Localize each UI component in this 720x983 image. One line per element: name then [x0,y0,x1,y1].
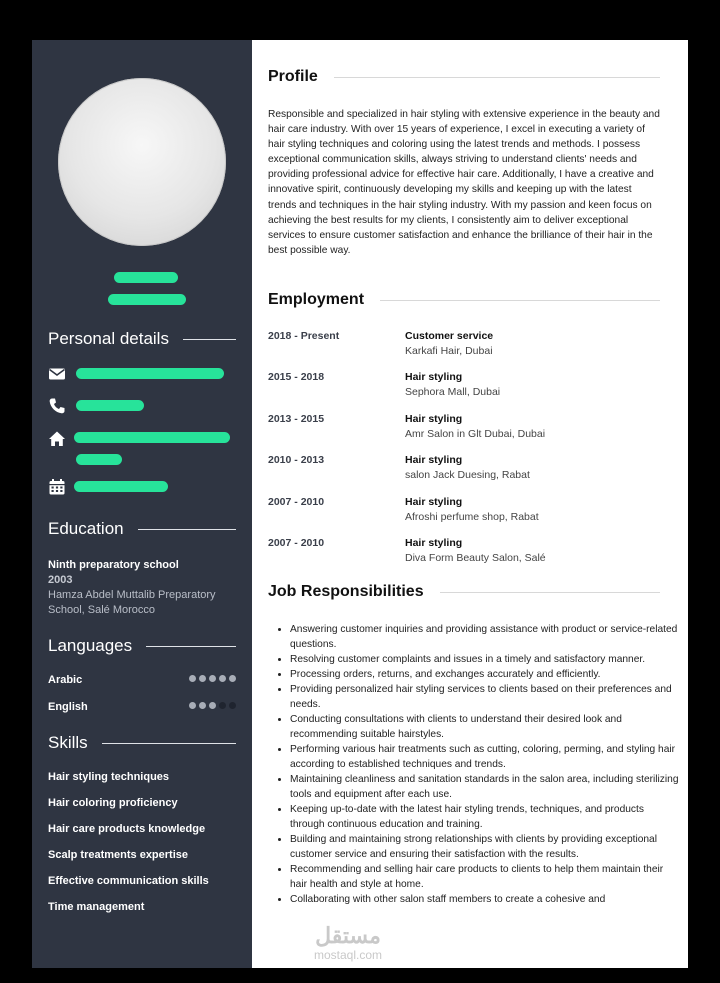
education-school: Ninth preparatory school [48,559,179,571]
languages-title: Languages [48,636,133,655]
language-item [48,701,238,713]
language-name: Arabic [48,674,83,686]
language-level [189,675,236,682]
responsibility-item: • Processing orders, returns, and exchanges accurately and efficiently. [290,667,680,682]
profile-photo [58,78,226,246]
responsibilities-heading [268,583,660,601]
redacted-address [76,454,122,465]
sidebar [32,40,252,968]
job-date: 2010 - 2013 [268,454,325,467]
languages-heading [48,636,236,656]
main-content [252,40,688,968]
job-place: Afroshi perfume shop, Rabat [405,510,539,523]
job-title: Hair styling [405,495,463,508]
education-title: Education [48,519,124,538]
level-dot [189,675,196,682]
watermark [314,924,382,962]
job-place: salon Jack Duesing, Rabat [405,469,530,482]
skill-item: Scalp treatments expertise [48,849,189,861]
responsibility-item: • Conducting consultations with clients to understand their desired look and recommending suitable hairstyles. [290,712,680,742]
redacted-birthdate [74,481,168,492]
profile-title: Profile [268,68,318,85]
language-name: English [48,701,88,713]
responsibility-item: • Resolving customer complaints and issues in a timely and satisfactory manner. [290,652,680,667]
job-title: Hair styling [405,412,463,425]
level-dot [219,702,226,709]
redacted-email [76,368,224,379]
responsibility-item: • Collaborating with other salon staff members to create a cohesive and [290,892,680,907]
job-place: Sephora Mall, Dubai [405,386,501,399]
education-details: Hamza Abdel Muttalib Preparatory School, Salé Morocco [48,589,216,616]
education-heading [48,519,236,539]
job-date: 2018 - Present [268,330,340,342]
job-date: 2007 - 2010 [268,495,325,508]
calendar-icon [48,478,66,496]
job-date: 2015 - 2018 [268,371,325,384]
level-dot [209,675,216,682]
job-place: Karkafi Hair, Dubai [405,345,493,357]
level-dot [219,675,226,682]
watermark-latin: mostaql.com [314,948,383,962]
skills-heading [48,733,236,753]
profile-text: Responsible and specialized in hair styling with extensive experience in the beauty and hair care industry. With over 15 years of experience, I excel in executing a variety of hair styling techniques and coloring using the latest trends and methods. I possess exceptional communication skills, always striving to understand clients' needs and providing professional advice for effective hair care. Additionally, I have a creative and innovative spirit, continuously developing my skills and keeping up with the latest trends and techniques in the hair styling industry. With my passion and keen focus on achieving the best results for my clients, I consistently aim to deliver exceptional services to ensure customer satisfaction and enhance the brilliance of their hair in the best possible way. [268,109,660,256]
responsibility-item: • Performing various hair treatments such as cutting, coloring, perming, and styling hair according to established techniques and trends. [290,742,680,772]
redacted-name [108,294,186,305]
level-dot [229,675,236,682]
redacted-phone [76,400,144,411]
profile-heading [268,68,660,86]
skill-item: Time management [48,901,145,913]
level-dot [199,675,206,682]
responsibility-item: • Providing personalized hair styling services to clients based on their preferences and needs. [290,682,680,712]
responsibilities-title: Job Responsibilities [268,583,424,600]
envelope-icon [48,365,66,383]
education-entry [48,558,238,618]
level-dot [189,702,196,709]
skill-item: Hair styling techniques [48,771,170,783]
job-title: Hair styling [405,537,463,549]
redacted-address [74,432,230,443]
employment-heading [268,291,660,309]
job-place: Diva Form Beauty Salon, Salé [405,552,546,564]
job-place: Amr Salon in Glt Dubai, Dubai [405,427,546,440]
redacted-name [114,272,178,283]
resume-page [32,40,688,968]
personal-details-heading [48,329,236,349]
job-title: Customer service [405,330,494,342]
level-dot [209,702,216,709]
skills-title: Skills [48,733,88,752]
language-level [189,702,236,709]
personal-details-title: Personal details [48,329,169,348]
skill-item: Hair coloring proficiency [48,797,178,809]
employment-title: Employment [268,291,365,308]
responsibilities-list [274,622,680,907]
phone-icon [48,397,66,415]
job-date: 2013 - 2015 [268,412,325,425]
level-dot [199,702,206,709]
language-item [48,674,238,686]
education-year: 2003 [48,574,73,586]
level-dot [229,702,236,709]
responsibility-item: • Keeping up-to-date with the latest hair styling trends, techniques, and products through continuous education and training. [290,802,680,832]
responsibility-item: • Building and maintaining strong relationships with clients by providing exceptional customer service and ensuring their satisfaction with the results. [290,832,680,862]
watermark-arabic: مستقل [315,923,381,948]
responsibility-item: • Maintaining cleanliness and sanitation standards in the salon area, including sterilizing tools and equipment after each use. [290,772,680,802]
skill-item: Effective communication skills [48,875,209,887]
responsibility-item: • Answering customer inquiries and providing assistance with product or service-related questions. [290,622,680,652]
job-date: 2007 - 2010 [268,537,325,549]
responsibility-item: • Recommending and selling hair care products to clients to help them maintain their hair health and style at home. [290,862,680,892]
skill-item: Hair care products knowledge [48,823,206,835]
job-title: Hair styling [405,454,463,467]
job-title: Hair styling [405,371,463,384]
home-icon [48,430,66,448]
